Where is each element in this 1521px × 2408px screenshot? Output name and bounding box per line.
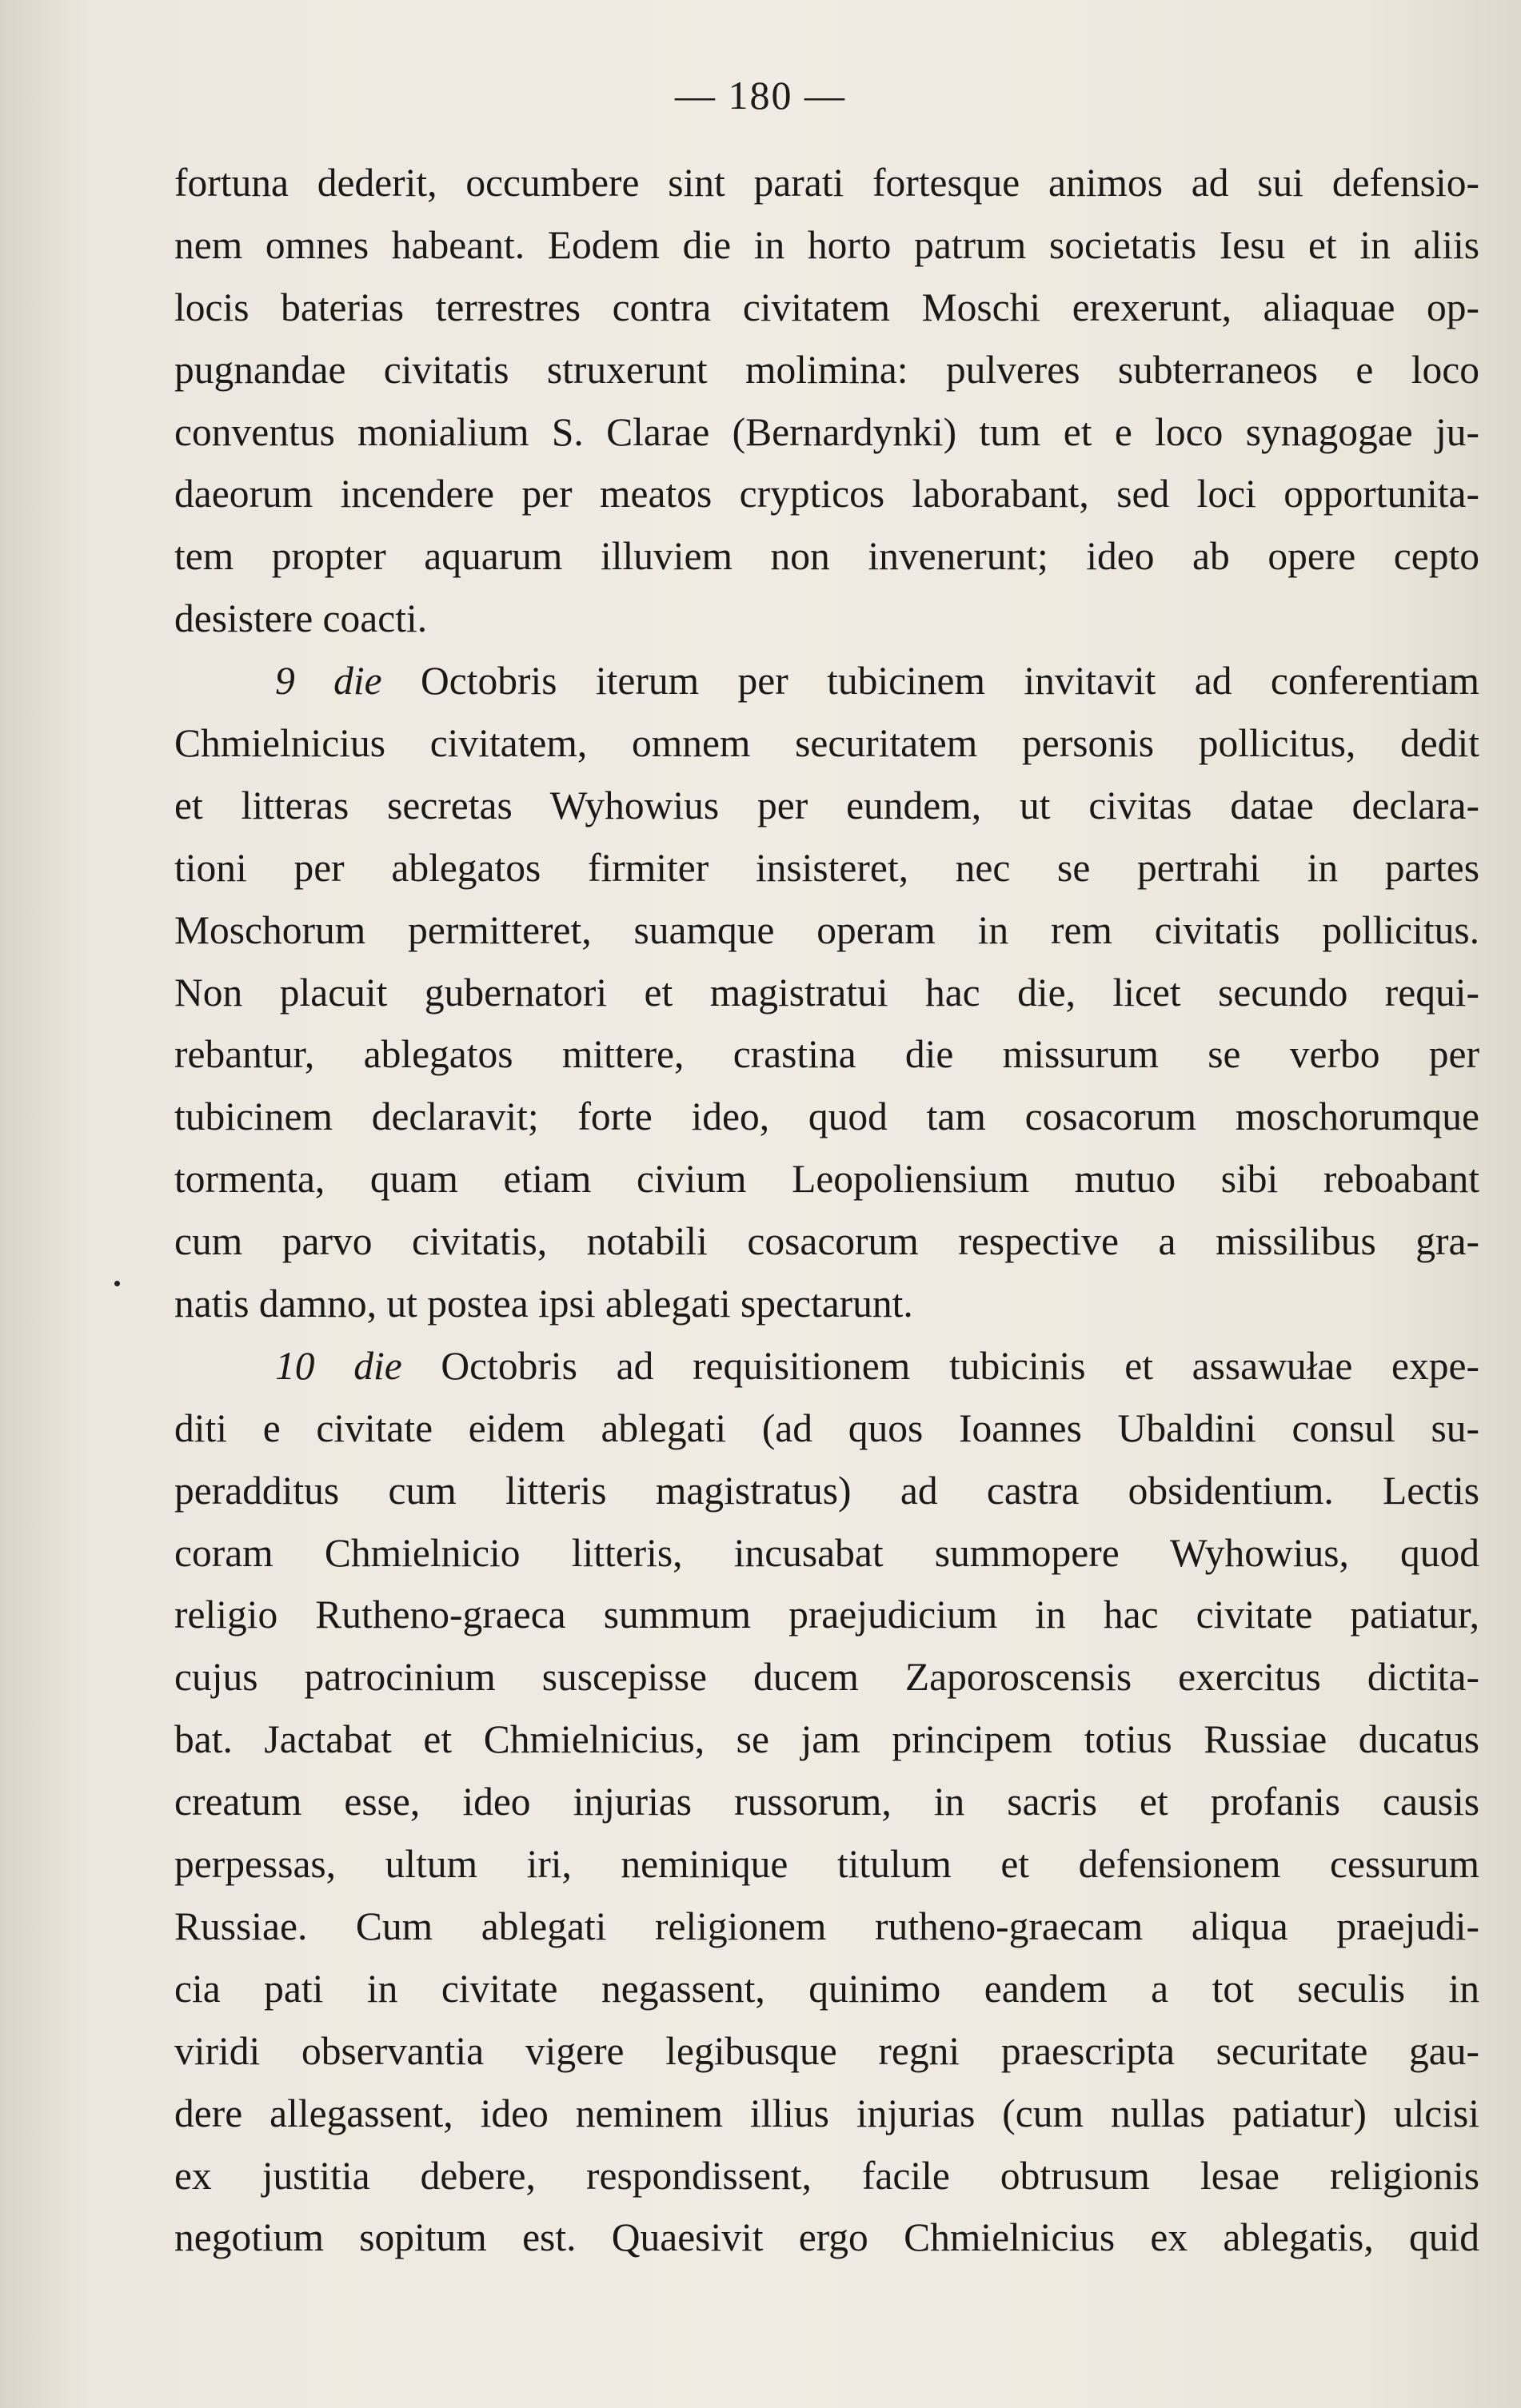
line-text: daeorum incendere per meatos crypticos laborabant, sed loci opportunita- xyxy=(174,472,1479,516)
date-label: 10 die xyxy=(275,1343,402,1388)
line-text: fortuna dederit, occumbere sint parati fortesque animos ad sui defensio- xyxy=(174,161,1479,205)
line-text: perpessas, ultum iri, neminique titulum et defensionem cessurum xyxy=(174,1842,1479,1887)
text-line xyxy=(174,1584,1479,1646)
text-line xyxy=(174,1023,1479,1086)
line-text: conventus monialium S. Clarae (Bernardynki) tum et e loco synagogae ju- xyxy=(174,409,1479,454)
margin-mark xyxy=(114,1281,120,1286)
text-line xyxy=(174,899,1479,962)
text-line xyxy=(174,837,1479,899)
date-label: 9 die xyxy=(275,659,382,704)
line-text: Octobris iterum per tubicinem invitavit ad conferentiam xyxy=(381,659,1479,704)
line-text: cia pati in civitate negassent, quinimo eandem a tot seculis in xyxy=(174,1966,1479,2011)
line-text: Chmielnicius civitatem, omnem securitatem personis pollicitus, dedit xyxy=(174,721,1479,766)
line-text: viridi observantia vigere legibusque regni praescripta securitate gau- xyxy=(174,2028,1479,2073)
text-line xyxy=(174,2020,1479,2083)
line-text: coram Chmielnicio litteris, incusabat summopere Wyhowius, quod xyxy=(174,1530,1479,1575)
text-line xyxy=(174,650,1479,712)
text-line xyxy=(174,2207,1479,2269)
text-line xyxy=(174,1708,1479,1771)
text-line xyxy=(174,775,1479,837)
line-text: et litteras secretas Wyhowius per eundem, ut civitas datae declara- xyxy=(174,783,1479,827)
line-text: nem omnes habeant. Eodem die in horto patrum societatis Iesu et in aliis xyxy=(174,222,1479,267)
line-text: tem propter aquarum illuviem non invenerunt; ideo ab opere cepto xyxy=(174,534,1479,579)
text-line xyxy=(174,588,1479,650)
text-line xyxy=(174,463,1479,525)
line-text: diti e civitate eidem ablegati (ad quos Ioannes Ubaldini consul su- xyxy=(174,1405,1479,1450)
line-text: cum parvo civitatis, notabili cosacorum respective a missilibus gra- xyxy=(174,1219,1479,1264)
line-text: tioni per ablegatos firmiter insisteret, nec se pertrahi in partes xyxy=(174,845,1479,890)
text-line xyxy=(174,1771,1479,1833)
text-line xyxy=(174,1397,1479,1460)
line-text: creatum esse, ideo injurias russorum, in sacris et profanis causis xyxy=(174,1780,1479,1824)
text-line xyxy=(174,1335,1479,1397)
text-line xyxy=(174,339,1479,401)
text-line xyxy=(174,152,1479,214)
text-line xyxy=(174,2145,1479,2207)
text-line xyxy=(174,1896,1479,1958)
text-line xyxy=(174,1148,1479,1210)
line-text: natis damno, ut postea ipsi ablegati spectarunt. xyxy=(174,1282,913,1326)
line-text: peradditus cum litteris magistratus) ad castra obsidentium. Lectis xyxy=(174,1468,1479,1513)
text-line xyxy=(174,962,1479,1024)
text-line xyxy=(174,712,1479,775)
line-text: dere allegassent, ideo neminem illius injurias (cum nullas patiatur) ulcisi xyxy=(174,2091,1479,2135)
line-text: desistere coacti. xyxy=(174,596,428,641)
text-line xyxy=(174,1646,1479,1708)
text-line xyxy=(174,1460,1479,1522)
text-line xyxy=(174,1086,1479,1148)
body-text xyxy=(174,152,1479,2269)
page-number: — 180 — xyxy=(675,73,846,118)
line-text: ex justitia debere, respondissent, facile obtrusum lesae religionis xyxy=(174,2153,1479,2198)
line-text: pugnandae civitatis struxerunt molimina: pulveres subterraneos e loco xyxy=(174,347,1479,392)
line-text: rebantur, ablegatos mittere, crastina die missurum se verbo per xyxy=(174,1032,1479,1077)
text-line xyxy=(174,1958,1479,2020)
text-line xyxy=(174,214,1479,277)
line-text: locis baterias terrestres contra civitatem Moschi erexerunt, aliaquae op- xyxy=(174,285,1479,329)
text-line xyxy=(174,1833,1479,1896)
text-line xyxy=(174,525,1479,588)
text-line xyxy=(174,277,1479,339)
line-text: Moschorum permitteret, suamque operam in rem civitatis pollicitus. xyxy=(174,907,1479,952)
line-text: tubicinem declaravit; forte ideo, quod tam cosacorum moschorumque xyxy=(174,1094,1479,1139)
text-line xyxy=(174,2083,1479,2145)
line-text: cujus patrocinium suscepisse ducem Zaporoscensis exercitus dictita- xyxy=(174,1655,1479,1700)
line-text: tormenta, quam etiam civium Leopoliensium mutuo sibi reboabant xyxy=(174,1157,1479,1202)
line-text: Octobris ad requisitionem tubicinis et assawułae expe- xyxy=(401,1343,1479,1388)
text-line xyxy=(174,401,1479,464)
line-text: Non placuit gubernatori et magistratui hac die, licet secundo requi- xyxy=(174,970,1479,1015)
line-text: religio Rutheno-graeca summum praejudicium in hac civitate patiatur, xyxy=(174,1593,1479,1637)
text-line xyxy=(174,1210,1479,1273)
text-line xyxy=(174,1273,1479,1335)
line-text: negotium sopitum est. Quaesivit ergo Chmielnicius ex ablegatis, quid xyxy=(174,2215,1479,2260)
line-text: bat. Jactabat et Chmielnicius, se jam principem totius Russiae ducatus xyxy=(174,1717,1479,1762)
line-text: Russiae. Cum ablegati religionem rutheno-graecam aliqua praejudi- xyxy=(174,1904,1479,1948)
text-line xyxy=(174,1522,1479,1585)
